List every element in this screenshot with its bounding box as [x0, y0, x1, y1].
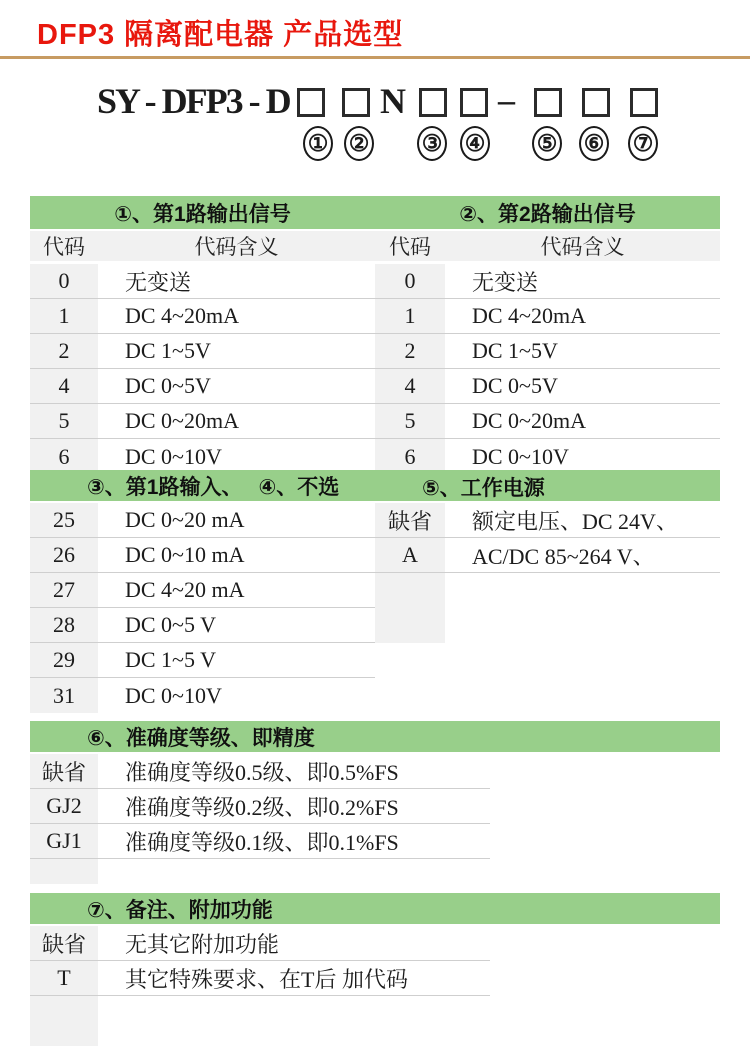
meaning-cell: DC 0~10V	[125, 443, 222, 469]
code-cell: 4	[30, 369, 98, 403]
remarks-table	[30, 926, 490, 1046]
code-cell: 2	[30, 334, 98, 368]
column-header-row	[30, 231, 720, 264]
table-row	[375, 538, 720, 573]
circled-number-4: ④	[460, 126, 490, 161]
code-cell: 6	[375, 439, 445, 474]
code-cell: 26	[30, 538, 98, 572]
meaning-cell: DC 0~10V	[472, 443, 569, 469]
table-row	[30, 643, 375, 678]
code-cell: 0	[30, 264, 98, 298]
section1-header: ①、第1路输出信号	[114, 202, 291, 226]
model-letter-n: N	[380, 81, 406, 121]
model-code-prefix: SY - DFP3 - D	[97, 81, 290, 121]
col-header-code: 代码	[43, 235, 85, 259]
meaning-cell: 额定电压、DC 24V、	[472, 508, 678, 534]
meaning-cell: DC 0~5V	[472, 373, 558, 398]
table-row	[30, 404, 720, 439]
model-box-2	[342, 88, 370, 117]
code-cell: 4	[375, 369, 445, 403]
meaning-cell: 其它特殊要求、在T后 加代码	[125, 966, 408, 992]
empty-code-cell	[30, 996, 98, 1046]
section-remarks	[30, 893, 720, 1046]
table-row	[30, 608, 375, 643]
meaning-cell: 准确度等级0.2级、即0.2%FS	[125, 794, 399, 820]
table-row	[30, 299, 720, 334]
accuracy-table	[30, 754, 490, 884]
section-input-power	[30, 470, 720, 713]
meaning-cell: DC 0~10 mA	[125, 542, 245, 567]
circled-number-5: ⑤	[532, 126, 562, 161]
section-accuracy	[30, 721, 720, 884]
code-cell: 缺省	[30, 926, 98, 960]
meaning-cell: DC 1~5V	[472, 338, 558, 363]
table-row	[30, 439, 720, 474]
section5-header: ⑤、工作电源	[422, 476, 545, 500]
code-cell: 29	[30, 643, 98, 677]
table-row	[30, 678, 375, 713]
section4-header: ④、不选	[258, 475, 340, 499]
table-row	[375, 503, 720, 538]
section-output-signals	[30, 196, 720, 474]
meaning-cell: DC 0~20mA	[125, 408, 239, 433]
code-cell: T	[30, 961, 98, 995]
meaning-cell: DC 4~20mA	[472, 303, 586, 328]
meaning-cell: 无其它附加功能	[125, 931, 280, 957]
model-box-1	[297, 88, 325, 117]
title-rule	[0, 56, 750, 59]
table-row	[30, 264, 720, 299]
model-box-7	[630, 88, 658, 117]
code-cell: 25	[30, 503, 98, 537]
meaning-cell: 准确度等级0.1级、即0.1%FS	[125, 829, 399, 855]
code-cell: 31	[30, 678, 98, 713]
code-cell: GJ2	[30, 789, 98, 823]
code-cell: 6	[30, 439, 98, 474]
section-header-row	[30, 470, 720, 503]
model-box-4	[460, 88, 488, 117]
code-cell: 5	[375, 404, 445, 438]
meaning-cell: 无变送	[125, 269, 192, 295]
col-header-meaning: 代码含义	[540, 235, 625, 259]
code-cell: 1	[375, 299, 445, 333]
table-row	[30, 961, 490, 996]
section2-header: ②、第2路输出信号	[459, 202, 636, 226]
table-row	[30, 754, 490, 789]
circled-number-1: ①	[303, 126, 333, 161]
col-header-meaning: 代码含义	[194, 235, 279, 259]
code-cell: 28	[30, 608, 98, 642]
col-header-code: 代码	[389, 235, 431, 259]
circled-number-2: ②	[344, 126, 374, 161]
circled-number-6: ⑥	[579, 126, 609, 161]
table-row	[30, 538, 375, 573]
input-table	[30, 503, 375, 713]
section-header-row	[30, 196, 720, 231]
meaning-cell: DC 0~20 mA	[125, 507, 245, 532]
input-power-body	[30, 503, 720, 713]
meaning-cell: DC 0~5 V	[125, 612, 216, 637]
section7-header: ⑦、备注、附加功能	[30, 893, 720, 926]
section3-header: ③、第1路输入、	[87, 475, 243, 499]
empty-code-cell	[375, 573, 445, 643]
code-cell: A	[375, 538, 445, 572]
table-row	[30, 369, 720, 404]
code-cell: GJ1	[30, 824, 98, 858]
meaning-cell: 无变送	[472, 269, 539, 295]
meaning-cell: DC 4~20mA	[125, 303, 239, 328]
model-box-6	[582, 88, 610, 117]
meaning-cell: DC 0~20mA	[472, 408, 586, 433]
model-box-5	[534, 88, 562, 117]
meaning-cell: DC 0~10V	[125, 682, 222, 708]
meaning-cell: 准确度等级0.5级、即0.5%FS	[125, 759, 399, 785]
table-row	[30, 926, 490, 961]
section6-header: ⑥、准确度等级、即精度	[30, 721, 720, 754]
table-row	[30, 824, 490, 859]
empty-code-cell	[30, 859, 98, 884]
code-cell: 27	[30, 573, 98, 607]
table-row	[30, 334, 720, 369]
circled-number-3: ③	[417, 126, 447, 161]
table-row	[30, 789, 490, 824]
code-cell: 缺省	[30, 754, 98, 788]
meaning-cell: DC 4~20 mA	[125, 577, 245, 602]
code-cell: 5	[30, 404, 98, 438]
meaning-cell: DC 1~5V	[125, 338, 211, 363]
meaning-cell: DC 1~5 V	[125, 647, 216, 672]
table-row	[30, 573, 375, 608]
code-cell: 1	[30, 299, 98, 333]
table-row	[30, 503, 375, 538]
code-cell: 2	[375, 334, 445, 368]
meaning-cell: AC/DC 85~264 V、	[472, 543, 655, 569]
model-box-3	[419, 88, 447, 117]
code-cell: 缺省	[375, 503, 445, 537]
model-dash: –	[498, 82, 515, 119]
meaning-cell: DC 0~5V	[125, 373, 211, 398]
power-table	[375, 503, 720, 573]
code-cell: 0	[375, 264, 445, 298]
circled-number-7: ⑦	[628, 126, 658, 161]
page-title: DFP3 隔离配电器 产品选型	[37, 19, 404, 51]
